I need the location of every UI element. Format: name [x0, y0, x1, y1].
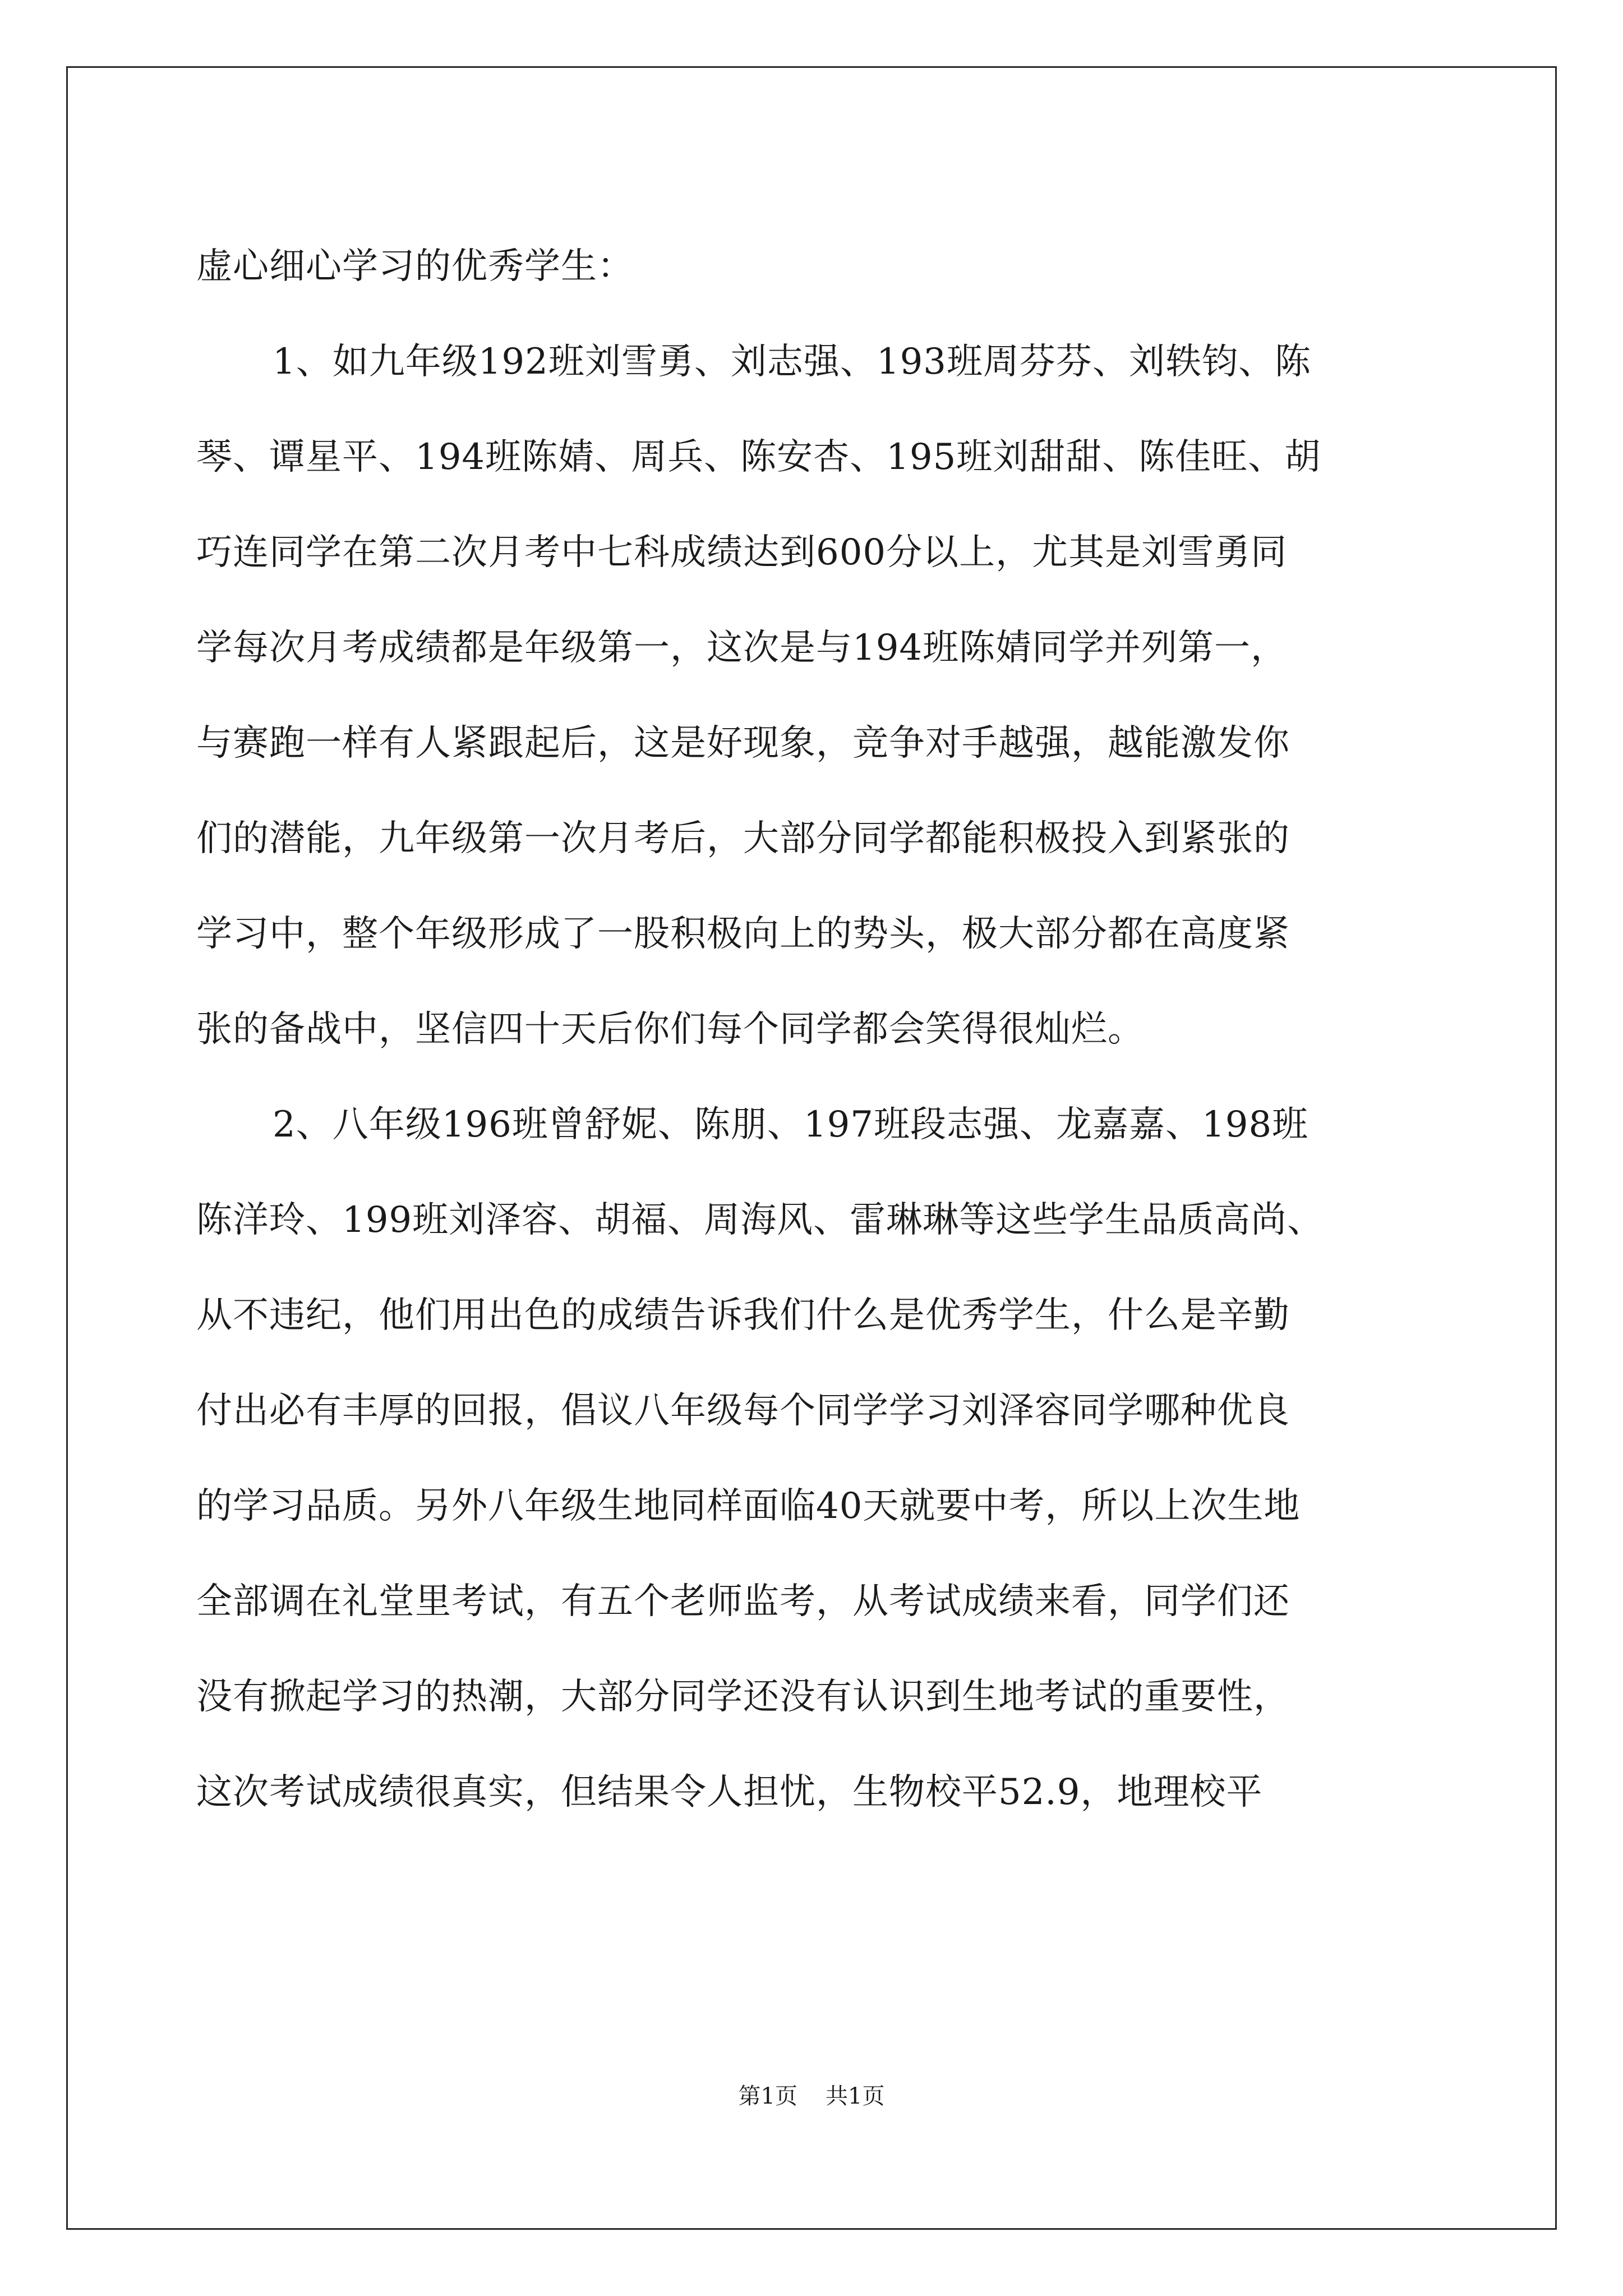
text-line: 没有掀起学习的热潮，大部分同学还没有认识到生地考试的重要性，	[196, 1676, 1290, 1718]
text-line: 们的潜能，九年级第一次月考后，大部分同学都能积极投入到紧张的	[196, 818, 1290, 859]
text-line: 这次考试成绩很真实，但结果令人担忧，生物校平52.9，地理校平	[196, 1772, 1263, 1813]
text-line: 全部调在礼堂里考试，有五个老师监考，从考试成绩来看，同学们还	[196, 1581, 1290, 1622]
page-total: 共1页	[826, 2083, 885, 2109]
text-line: 2、八年级196班曾舒妮、陈朋、197班段志强、龙嘉嘉、198班	[273, 1104, 1309, 1145]
text-line: 学每次月考成绩都是年级第一，这次是与194班陈婧同学并列第一，	[196, 627, 1288, 669]
text-line: 琴、谭星平、194班陈婧、周兵、陈安杏、195班刘甜甜、陈佳旺、胡	[196, 436, 1321, 478]
text-line: 陈洋玲、199班刘泽容、胡福、周海风、雷琳琳等这些学生品质高尚、	[196, 1199, 1324, 1241]
text-line: 1、如九年级192班刘雪勇、刘志强、193班周芬芬、刘轶钧、陈	[273, 341, 1312, 383]
text-line: 付出必有丰厚的回报，倡议八年级每个同学学习刘泽容同学哪种优良	[196, 1390, 1290, 1432]
text-line: 学习中，整个年级形成了一股积极向上的势头，极大部分都在高度紧	[196, 913, 1290, 955]
text-line: 从不违纪，他们用出色的成绩告诉我们什么是优秀学生，什么是辛勤	[196, 1295, 1290, 1336]
page-footer	[0, 2078, 1623, 2110]
text-line: 张的备战中，坚信四十天后你们每个同学都会笑得很灿烂。	[196, 1009, 1144, 1050]
page-number: 第1页	[738, 2083, 797, 2109]
text-line: 巧连同学在第二次月考中七科成绩达到600分以上，尤其是刘雪勇同	[196, 532, 1288, 573]
document-body	[196, 219, 1458, 1840]
text-line: 与赛跑一样有人紧跟起后，这是好现象，竞争对手越强，越能激发你	[196, 723, 1290, 764]
text-line: 虚心细心学习的优秀学生：	[196, 246, 634, 287]
text-line: 的学习品质。另外八年级生地同样面临40天就要中考，所以上次生地	[196, 1485, 1301, 1527]
